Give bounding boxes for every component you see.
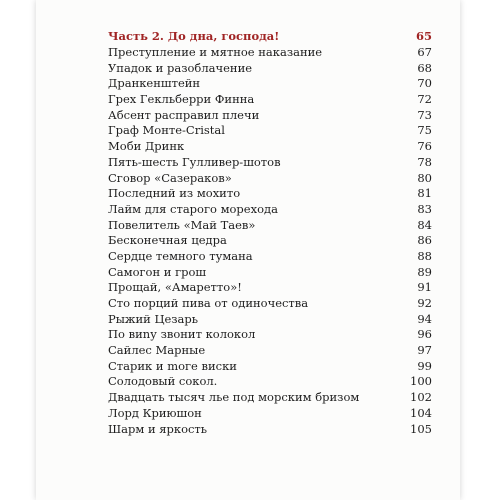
entry-title: Пять-шесть Гулливер-шотов xyxy=(108,154,281,169)
book-page xyxy=(36,0,460,500)
toc-entry xyxy=(108,92,432,108)
toc-entry xyxy=(108,139,432,155)
entry-page-number: 67 xyxy=(417,45,432,59)
toc-entry xyxy=(108,374,432,390)
entry-title: Упадок и разоблачение xyxy=(108,60,253,75)
entry-page-number: 81 xyxy=(417,186,432,201)
toc-entry xyxy=(108,249,432,265)
toc-entry xyxy=(108,327,432,343)
entry-title: Бесконечная цедра xyxy=(108,233,227,248)
toc-entry xyxy=(108,312,432,328)
toc-entry xyxy=(108,155,432,171)
entry-title: По виnу звонит колокол xyxy=(108,327,256,342)
entry-page-number: 86 xyxy=(417,233,432,248)
entry-title: Преступление и мятное наказание xyxy=(108,45,323,59)
toc-entry xyxy=(108,202,432,218)
entry-page-number: 105 xyxy=(410,421,432,436)
entry-page-number: 97 xyxy=(417,343,432,358)
toc-entry xyxy=(108,296,432,312)
entry-title: Сайлес Марные xyxy=(108,343,206,358)
entry-title: Последний из мохито xyxy=(108,186,241,201)
entry-page-number: 89 xyxy=(417,264,432,279)
entry-title: Рыжий Цезарь xyxy=(108,311,199,326)
entry-page-number: 88 xyxy=(417,248,432,263)
entry-title: Грех Гекльберри Финна xyxy=(108,92,255,107)
toc-entry xyxy=(108,233,432,249)
toc-entry xyxy=(108,343,432,359)
entry-page-number: 70 xyxy=(417,76,432,91)
toc-entry xyxy=(108,186,432,202)
toc-entry xyxy=(108,390,432,406)
entry-title: Сто порций пива от одиночества xyxy=(108,296,309,310)
entry-page-number: 73 xyxy=(417,107,432,122)
entry-page-number: 104 xyxy=(410,405,432,420)
entry-page-number: 92 xyxy=(417,296,432,310)
entry-page-number: 96 xyxy=(417,327,432,342)
entry-title: Сговор «Сазераков» xyxy=(108,170,232,185)
part-page-number: 65 xyxy=(415,29,432,43)
toc-entry xyxy=(108,61,432,77)
entry-page-number: 99 xyxy=(417,358,432,373)
part-title: Часть 2. До дна, господа! xyxy=(108,29,280,43)
entry-page-number: 68 xyxy=(417,60,432,75)
toc-part-heading xyxy=(108,28,432,45)
toc-entry xyxy=(108,422,432,438)
entry-page-number: 76 xyxy=(417,139,432,154)
entry-title: Двадцать тысяч лье под морским бризом xyxy=(108,390,360,405)
entry-title: Солодовый сокол. xyxy=(108,374,218,389)
entry-page-number: 72 xyxy=(417,92,432,107)
entry-title: Дранкенштейн xyxy=(108,76,201,91)
entry-page-number: 80 xyxy=(417,170,432,185)
toc-entry xyxy=(108,45,432,61)
toc-entry xyxy=(108,280,432,296)
entry-page-number: 91 xyxy=(417,280,432,295)
toc-entry xyxy=(108,406,432,422)
entry-page-number: 94 xyxy=(417,311,432,326)
toc-entry xyxy=(108,108,432,124)
toc-entry xyxy=(108,359,432,375)
toc-entry xyxy=(108,76,432,92)
toc-entry xyxy=(108,171,432,187)
entry-page-number: 102 xyxy=(410,390,432,405)
entry-page-number: 75 xyxy=(417,123,432,138)
entry-title: Прощай, «Амаретто»! xyxy=(108,280,242,295)
entry-title: Старик и moге виски xyxy=(108,358,237,373)
entry-title: Самогон и грош xyxy=(108,264,207,279)
entry-title: Шарм и яркость xyxy=(108,421,208,436)
table-of-contents xyxy=(108,28,432,437)
entry-title: Моби Дринк xyxy=(108,139,185,154)
entry-page-number: 100 xyxy=(410,374,432,389)
entry-title: Граф Монте-Cristal xyxy=(108,123,225,138)
toc-entry xyxy=(108,218,432,234)
entry-page-number: 78 xyxy=(417,154,432,169)
toc-entry xyxy=(108,123,432,139)
entry-page-number: 83 xyxy=(417,201,432,216)
entry-title: Абсент расправил плечи xyxy=(108,107,260,122)
entry-page-number: 84 xyxy=(417,217,432,232)
entry-title: Лорд Криюшон xyxy=(108,405,202,420)
entry-title: Повелитель «Май Таев» xyxy=(108,217,256,232)
entry-title: Лайм для старого морехода xyxy=(108,201,278,216)
entry-title: Сердце темного тумана xyxy=(108,248,253,263)
toc-entry xyxy=(108,265,432,281)
